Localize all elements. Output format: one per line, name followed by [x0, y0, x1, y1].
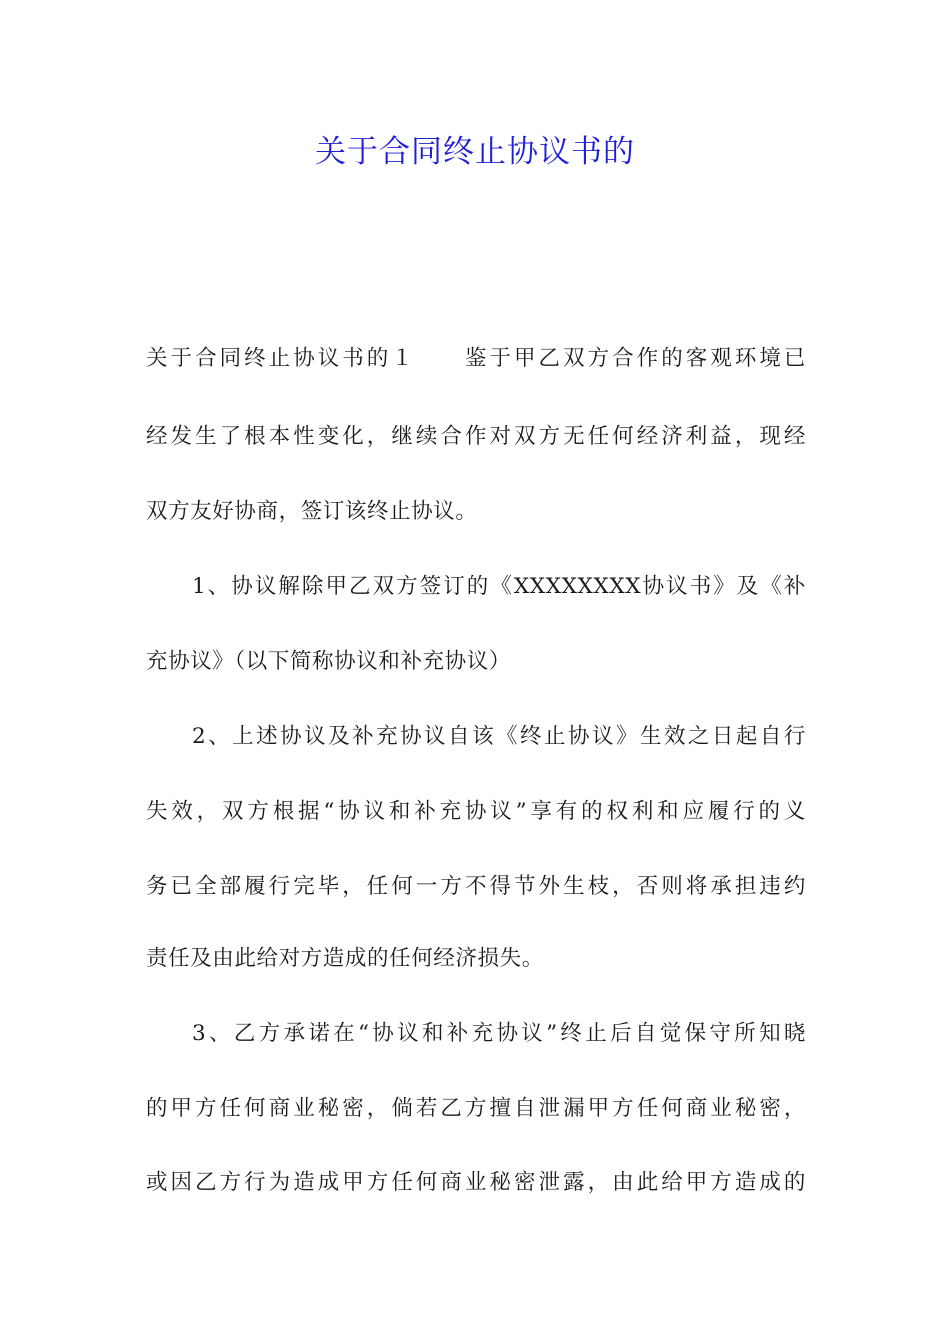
clause-2-line: 2、上述协议及补充协议自该《终止协议》生效之日起自行 [192, 724, 806, 749]
clause-3-line: 或因乙方行为造成甲方任何商业秘密泄露，由此给甲方造成的 [146, 1170, 806, 1195]
clause-2-line: 失效，双方根据“协议和补充协议”享有的权利和应履行的义 [146, 799, 806, 824]
clause-3-line: 3、乙方承诺在“协议和补充协议”终止后自觉保守所知晓 [192, 1021, 806, 1046]
clause-2-line: 务已全部履行完毕，任何一方不得节外生枝，否则将承担违约 [146, 874, 806, 899]
clause-3-line: 的甲方任何商业秘密，倘若乙方擅自泄漏甲方任何商业秘密， [146, 1096, 806, 1121]
paragraph-line: 关于合同终止协议书的１ 鉴于甲乙双方合作的客观环境已 [146, 346, 806, 371]
clause-1-line: 1、协议解除甲乙双方签订的《XXXXXXXX协议书》及《补 [192, 574, 806, 599]
document-title: 关于合同终止协议书的 [315, 134, 635, 170]
paragraph-line: 双方友好协商，签订该终止协议。 [146, 499, 478, 524]
clause-1-line: 充协议》（以下简称协议和补充协议） [146, 649, 511, 674]
paragraph-line: 经发生了根本性变化，继续合作对双方无任何经济利益，现经 [146, 424, 806, 449]
clause-2-line: 责任及由此给对方造成的任何经济损失。 [146, 946, 544, 971]
